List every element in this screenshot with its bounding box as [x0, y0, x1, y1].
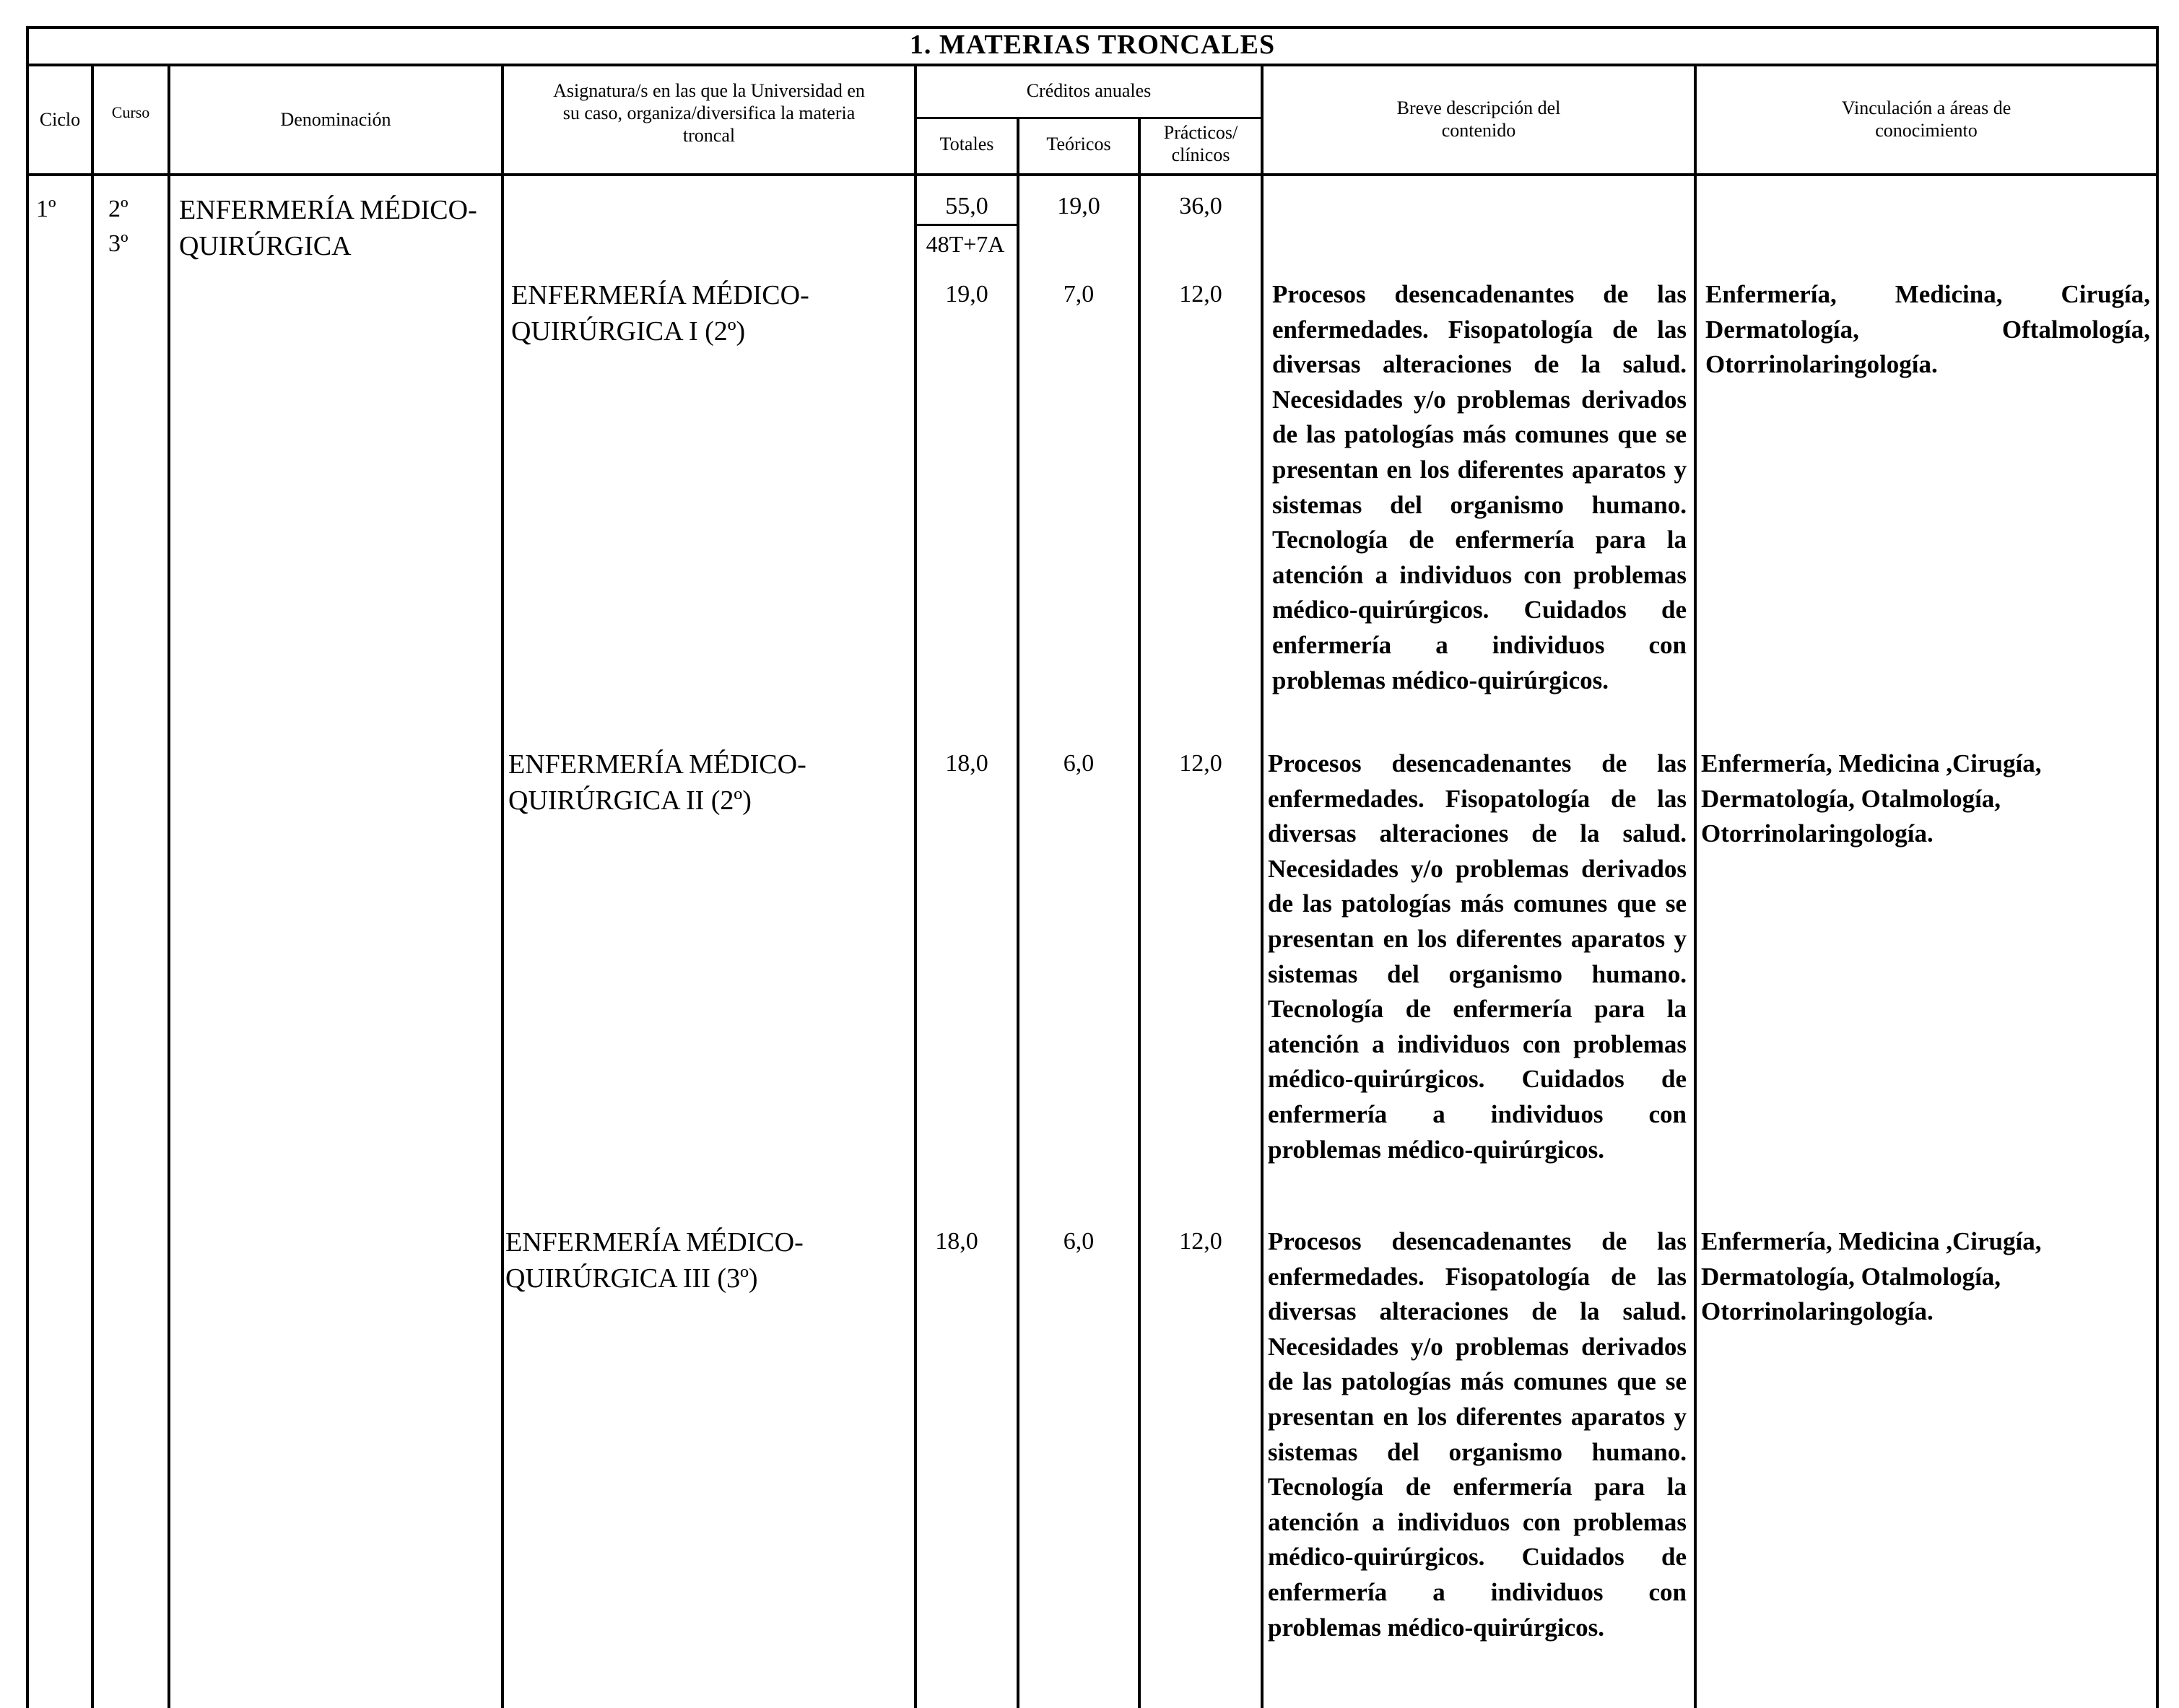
materia-totales: 55,0 [945, 193, 988, 219]
header-denominacion: Denominación [280, 109, 391, 130]
materia-teoricos: 19,0 [1057, 193, 1100, 219]
asignatura-3-name: ENFERMERÍA MÉDICO- QUIRÚRGICA III (3º) [505, 1227, 804, 1294]
asignatura-3-teoricos: 6,0 [1063, 1228, 1095, 1255]
col-sep-practicos [1261, 64, 1264, 1708]
asignatura-1-teoricos: 7,0 [1063, 281, 1095, 308]
header-curso: Curso [111, 103, 150, 121]
asignatura-2-descripcion: Procesos desencadenantes de las enfermedades. Fisopatología de las diversas alteraciones de la salud. Necesidades y/o problemas derivados de las patologías más comunes que se presentan en los diferentes aparatos y sistemas del organismo humano. Tecnología de enfermería para la atención a individuos con problemas médico-quirúrgicos. Cuidados de enfermería a individuos con problemas médico-quirúrgicos. [1268, 749, 1687, 1164]
header-ciclo: Ciclo [39, 109, 81, 130]
col-sep-totales [1017, 117, 1019, 1708]
asignatura-2-practicos: 12,0 [1179, 750, 1222, 777]
title-bottom-border [26, 64, 2159, 66]
col-sep-ciclo [91, 64, 94, 1708]
header-bottom-border [26, 173, 2159, 176]
asignatura-3-practicos: 12,0 [1179, 1228, 1222, 1255]
asignatura-1-descripcion: Procesos desencadenantes de las enfermedades. Fisopatología de las diversas alteraciones de la salud. Necesidades y/o problemas derivados de las patologías más comunes que se presentan en los diferentes aparatos y sistemas del organismo humano. Tecnología de enfermería para la atención a individuos con problemas médico-quirúrgicos. Cuidados de enfermería a individuos con problemas médico-quirúrgicos. [1272, 280, 1687, 694]
header-practicos: Prácticos/ clínicos [1163, 122, 1238, 165]
materia-denominacion: ENFERMERÍA MÉDICO- QUIRÚRGICA [179, 195, 477, 261]
col-sep-descripcion [1694, 64, 1697, 1708]
creditos-subheader-line [914, 117, 1264, 119]
asignatura-2-teoricos: 6,0 [1063, 750, 1095, 777]
asignatura-3-descripcion: Procesos desencadenantes de las enfermedades. Fisopatología de las diversas alteraciones de la salud. Necesidades y/o problemas derivados de las patologías más comunes que se presentan en los diferentes aparatos y sistemas del organismo humano. Tecnología de enfermería para la atención a individuos con problemas médico-quirúrgicos. Cuidados de enfermería a individuos con problemas médico-quirúrgicos. [1268, 1227, 1687, 1642]
asignatura-2-areas: Enfermería, Medicina ,Cirugía, Dermatología, Otalmología, Otorrinolaringología. [1701, 749, 2042, 848]
col-sep-curso [168, 64, 170, 1708]
asignatura-3-totales: 18,0 [935, 1228, 978, 1255]
asignatura-1-areas: Enfermería, Medicina, Cirugía, Dermatología, Oftalmología, Otorrinolaringología. [1705, 280, 2150, 379]
header-creditos: Créditos anuales [1026, 80, 1152, 101]
materia-curso: 2º 3º [108, 196, 129, 257]
col-sep-denominacion [501, 64, 504, 1708]
totales-divider [917, 224, 1017, 226]
header-descripcion: Breve descripción del contenido [1396, 97, 1561, 141]
materia-practicos: 36,0 [1179, 193, 1222, 219]
materia-ciclo: 1º [36, 196, 56, 222]
asignatura-2-totales: 18,0 [945, 750, 988, 777]
header-asignatura: Asignatura/s en las que la Universidad en su caso, organiza/diversifica la materia troncal [553, 80, 865, 146]
table-right-border [2156, 26, 2159, 1708]
asignatura-1-name: ENFERMERÍA MÉDICO- QUIRÚRGICA I (2º) [511, 280, 809, 347]
col-sep-teoricos [1138, 117, 1141, 1708]
table-left-border [26, 26, 29, 1708]
header-vinculacion: Vinculación a áreas de conocimiento [1841, 97, 2011, 141]
asignatura-1-totales: 19,0 [945, 281, 988, 308]
asignatura-3-areas: Enfermería, Medicina ,Cirugía, Dermatología, Otalmología, Otorrinolaringología. [1701, 1227, 2042, 1326]
asignatura-1-practicos: 12,0 [1179, 281, 1222, 308]
header-teoricos: Teóricos [1046, 134, 1111, 154]
header-totales: Totales [939, 134, 994, 154]
materia-totales-detail: 48T+7A [926, 231, 1005, 257]
table-title: 1. MATERIAS TRONCALES [909, 30, 1276, 60]
asignatura-2-name: ENFERMERÍA MÉDICO- QUIRÚRGICA II (2º) [508, 749, 806, 816]
